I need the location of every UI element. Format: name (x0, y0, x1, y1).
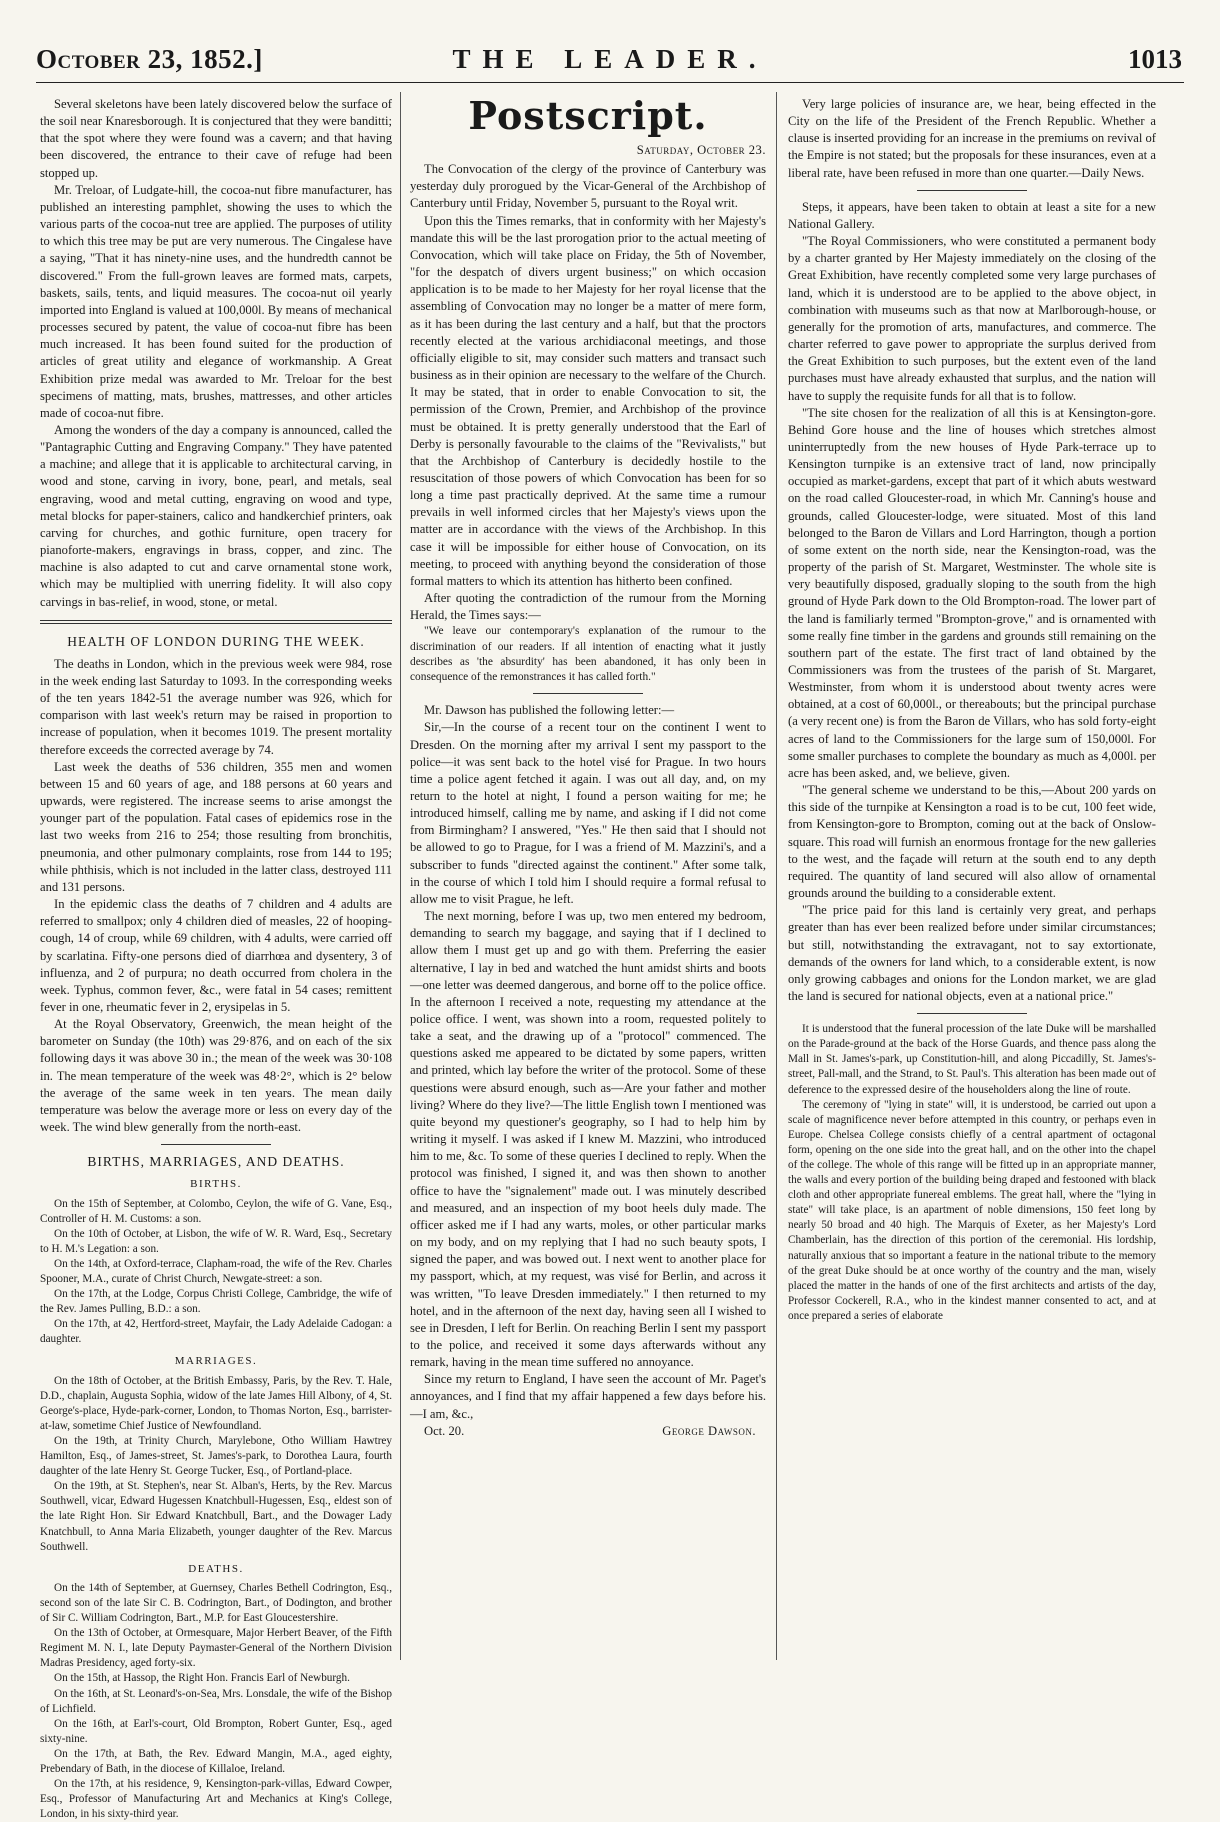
notice-item: On the 10th of October, at Lisbon, the wife of W. R. Ward, Esq., Secretary to H. M.'s Legation: a son. (40, 1227, 392, 1255)
article-paragraph: Last week the deaths of 536 children, 355 men and women between 15 and 60 years of age, and 188 persons at 60 years and upwards, were registered. The increase seems to arise amongst the younger part of the population. Fatal cases of epidemics rose in the last two weeks from 216 to 254; those resulting from bronchitis, pneumonia, and other pulmonary complaints, rose from 144 to 195; while phthisis, which is not included in the latter class, destroyed 111 and 131 persons. (40, 759, 392, 894)
intro-articles (40, 96, 392, 611)
notice-item: On the 16th, at Earl's-court, Old Brompton, Robert Gunter, Esq., aged sixty-nine. (40, 1717, 392, 1745)
letter-signature (410, 1423, 766, 1440)
national-gallery-article (788, 199, 1156, 1005)
notice-item: On the 19th, at St. Stephen's, near St. Alban's, Herts, by the Rev. Marcus Southwell, vicar, Edward Hugessen Knatchbull-Hugessen, Esq., eldest son of the late Right Hon. Sir Edward Knatchbull, Bart., and the Dowager Lady Knatchbull, to Anna Maria Elizabeth, younger daughter of the Rev. Marcus Southwell. (40, 1480, 392, 1553)
article-paragraph: It is understood that the funeral procession of the late Duke will be marshalled on the Parade-ground at the back of the Horse Guards, and thence pass along the Mall in St. James's-park, up Constitution-hill, and along Piccadilly, St. James's-street, Pall-mall, and the Strand, to St. Paul's. This alteration has been made out of deference to the expressed desire of the householders along the line of route. (788, 1023, 1156, 1096)
deaths-list (40, 1581, 392, 1822)
article-paragraph: After quoting the contradiction of the rumour from the Morning Herald, the Times says:— (410, 591, 766, 623)
section-divider (917, 1013, 1027, 1014)
marriages-heading: MARRIAGES. (174, 1355, 258, 1368)
block-quote: "We leave our contemporary's explanation of the rumour to the discrimination of our readers. If all intention of enacting what it justly describes as 'the absurdity' has been abandoned, it has only been in consequence of the remonstrances it has called forth." (410, 625, 766, 683)
article-paragraph: At the Royal Observatory, Greenwich, the mean height of the barometer on Sunday (the 10th) was 29·876, and on each of the six following days it was above 30 in.; the mean of the week was 30·108 in. The mean temperature of the week was 48·2°, which is 2° below the average of the same week in ten years. The mean daily temperature was below the average more or less on every day of the week. The wind blew generally from the north-east. (40, 1017, 392, 1135)
article-paragraph: The deaths in London, which in the previous week were 984, rose in the week ending last Saturday to 1093. In the corresponding weeks of the ten years 1842-51 the average number was 926, which for comparison with last week's return may be raised in proportion to increase of population, when it becomes 1019. The present mortality therefore exceeds the corrected average by 74. (40, 656, 392, 757)
header-page-number: 1013 (1128, 44, 1182, 74)
article-paragraph: "The general scheme we understand to be this,—About 200 yards on this side of the turnpike at Kensington a road is to be cut, 100 feet wide, from Kensington-gore to Brompton, coming out at the back of Onslow-square. This road will furnish an enormous frontage for the new galleries to the west, and the façade will return at the south end to any depth required. The quantity of land secured will also allow of ornamental grounds around the building to a considerable extent. (788, 783, 1156, 901)
convocation-article (410, 161, 766, 685)
header-date: October 23, 1852.] (36, 44, 263, 74)
bmd-heading: BIRTHS, MARRIAGES, AND DEATHS. (87, 1154, 345, 1170)
dawson-letter (410, 702, 766, 1440)
article-paragraph: Among the wonders of the day a company is announced, called the "Pantagraphic Cutting and Engraving Company." They have patented a machine; and allege that it is applicable to architectural carving, in wood and stone, carving in ivory, bone, pearl, and metals, seal engraving, wood and metal cutting, engraving on wood and type, metal blocks for paper-stainers, calico and handkerchief printers, oak carving for churches, and gothic furniture, open tracery for pianoforte-makers, engravings in brass, copper, and zinc. The machine is also adapted to cut and carve ornamental stone work, which may be multiplied with unerring fidelity. It will also copy carvings in bas-relief, in wood, stone, or metal. (40, 422, 392, 609)
section-divider (161, 1144, 271, 1145)
article-paragraph: "The Royal Commissioners, who were constituted a permanent body by a charter granted by Her Majesty immediately on the closing of the Great Exhibition, have recently completed some very large purchases of land, which it is understood are to be applied to the above object, in combination with museums such as that now at Marlborough-house, or generally for the promotion of arts, manufactures, and commerce. The charter referred to gave power to appropriate the surplus derived from the Great Exhibition to such purposes, but the extent even of the land purchases must have already exhausted that surplus, and the nation will have to supply the requisite funds for all that is to follow. (788, 234, 1156, 403)
notice-item: On the 18th of October, at the British Embassy, Paris, by the Rev. T. Hale, D.D., chaplain, Augusta Sophia, widow of the late James Hill Albony, of 4, St. George's-place, Hyde-park-corner, London, to Thomas Norton, Esq., barrister-at-law, sometime Chief Justice of Newfoundland. (40, 1374, 392, 1432)
health-article (40, 656, 392, 1136)
article-paragraph: The next morning, before I was up, two men entered my bedroom, demanding to search my baggage, and saying that if I declined to allow them I must get up and go with them. Preferring the easier alternative, I lay in bed and watched the hunt amidst shirts and boots—one letter was deemed dangerous, and borne off to the police office. In the afternoon I received a note, requesting my attendance at the police office. I went, was shown into a room, requested politely to take a seat, and the drawing up of a "protocol" commenced. The questions asked me appeared to be dictated by some papers, written and printed, which lay before the writer of the protocol. Some of these questions were absurd enough, such as—Are your father and mother living? Where do they live?—The little English town I mentioned was quite beyond my questioner's geography, so I had to help him by writing it myself. I was asked if I knew M. Mazzini, who introduced him to me, &c. To some of these queries I declined to reply. When the protocol was finished, I signed it, and was then shown to another office to have the "signalement" made out. I was minutely described and measured, and an inspection of my boot heels duly made. The officer asked me if I had any warts, moles, or other particular marks on my body, and on my replying that I had no such beauty spots, I signed the paper, and was bowed out. I next went to another place for my passport, which, at my request, was visé for Berlin, and across it was written, "To leave Dresden immediately." I then returned to my hotel, and in the afternoon of the next day, having seen all I wished to see in Dresden, I left for Berlin. On reaching Berlin I sent my passport to the police, and received it some days afterwards without any remark, having in the mean time suffered no annoyance. (410, 909, 766, 1370)
section-divider (917, 190, 1027, 191)
header-rule (36, 82, 1184, 83)
article-paragraph: Since my return to England, I have seen the account of Mr. Paget's annoyances, and I find that my affair happened a few days before his.—I am, &c., (410, 1372, 766, 1421)
article-paragraph: The ceremony of "lying in state" will, it is understood, be carried out upon a scale of magnificence never before attempted in this country, or perhaps even in Europe. Chelsea College consists chiefly of a central apartment of octagonal form, opening on the one side into the great hall, and on the other into the chapel of the college. The whole of this range will be fitted up in an appropriate manner, the walls and every portion of the building being draped and festooned with black cloth and other appropriate funereal emblems. The great hall, where the "lying in state" will take place, is an apartment of noble dimensions, 150 feet long by nearly 50 broad and 40 high. The Marquis of Exeter, as her Majesty's Lord Chamberlain, has the direction of this portion of the ceremonial. His lordship, naturally anxious that so important a feature in the national tribute to the memory of the great Duke should be at once worthy of the country and the man, wisely placed the matter in the hands of one of the first architects and artists of the day, Professor Cockerell, R.A., who in the kindest manner consented to act, and at once prepared a series of elaborate (788, 1098, 1156, 1322)
article-paragraph: Very large policies of insurance are, we hear, being effected in the City on the life of the President of the French Republic. Whether a clause is inserted providing for an increase in the premiums on revival of the Empire is not stated; but the proposals for these insurances, even at a liberal rate, have been refused in more than one quarter.—Daily News. (788, 97, 1156, 180)
header-title: THE LEADER. (452, 44, 768, 74)
article-paragraph: Upon this the Times remarks, that in conformity with her Majesty's mandate this will be the last prorogation prior to the actual meeting of Convocation, which will take place on Friday, the 5th of November, "for the despatch of divers urgent business;" on which occasion application is to be made to her Majesty for her royal license that the assembling of Convocation may no longer be a matter of mere form, as it has been during the last century and a half, but that the proctors recently elected at the various archidiaconal meetings, and those officially eligible to sit, may consider such matters and transact such business as in their opinion are necessary to the welfare of the Church. It may be stated, that in order to enable Convocation to sit, the permission of the Crown, Premier, and Archbishop of the province must be obtained. It is pretty generally understood that the Earl of Derby is personally favourable to the claims of the "Revivalists," but that the Archbishop of Canterbury is decidedly hostile to the resuscitation of those powers of which Convocation has been for so long a time past practically deprived. At the same time a rumour prevails in well informed circles that her Majesty's views upon the matter are in accordance with the views of the Archbishop. In this case it will be impossible for either house of Convocation, on its meeting, to proceed with anything beyond the consideration of those formal matters to which its attention has hitherto been confined. (410, 213, 766, 588)
postscript-dateline: Saturday, October 23. (636, 143, 766, 157)
article-paragraph: Several skeletons have been lately discovered below the surface of the soil near Knaresborough. It is conjectured that they were banditti; that the spot where they were found was a cavern; and that having been discovered, the entrance to their cave of refuge had been stopped up. (40, 97, 392, 180)
health-heading: HEALTH OF LONDON DURING THE WEEK. (67, 633, 365, 649)
notice-item: On the 17th, at his residence, 9, Kensington-park-villas, Edward Cowper, Esq., Professor of Manufacturing Art and Mechanics at King's College, London, in his sixty-third year. (40, 1778, 392, 1821)
postscript-heading: Postscript. (468, 93, 708, 138)
notice-item: On the 17th, at Bath, the Rev. Edward Mangin, M.A., aged eighty, Prebendary of Bath, in the diocese of Killaloe, Ireland. (40, 1747, 392, 1776)
notice-item: On the 17th, at 42, Hertford-street, Mayfair, the Lady Adelaide Cadogan: a daughter. (40, 1318, 392, 1346)
column-2 (410, 93, 766, 1658)
marriages-list (40, 1374, 392, 1555)
section-divider (40, 620, 392, 624)
signature-date: Oct. 20. (424, 1423, 465, 1438)
article-paragraph: Mr. Treloar, of Ludgate-hill, the cocoa-nut fibre manufacturer, has published an interesting pamphlet, showing the uses to which the various parts of the cocoa-nut tree are applied. The purposes of utility to which this tree may be put are very numerous. The Cingalese have a saying, "That it has ninety-nine uses, and the hundredth cannot be discovered." From the full-grown leaves are formed mats, carpets, baskets, sails, tents, and liquid measures. The cocoa-nut oil yearly imported into England is valued at 100,000l. By means of mechanical processes secured by patent, the value of cocoa-nut fibre has been much increased. It has been found suited for the production of articles of great utility and elegance of workmanship. A Great Exhibition prize medal was awarded to Mr. Treloar for the best specimens of matting, mats, brushes, mattresses, and other articles made of cocoa-nut fibre. (40, 182, 392, 420)
notice-item: On the 15th, at Hassop, the Right Hon. Francis Earl of Newburgh. (54, 1672, 350, 1685)
notice-item: On the 14th of September, at Guernsey, Charles Bethell Codrington, Esq., second son of the late Sir C. B. Codrington, Bart., of Dodington, and brother of Sir C. William Codrington, Bart., M.P. for East Gloucestershire. (40, 1581, 392, 1625)
article-paragraph: The Convocation of the clergy of the province of Canterbury was yesterday duly prorogued by the Vicar-General of the Archbishop of Canterbury until Friday, November 5, pursuant to the Royal writ. (410, 162, 766, 211)
notice-item: On the 14th, at Oxford-terrace, Clapham-road, the wife of the Rev. Charles Spooner, M.A., curate of Christ Church, Newgate-street: a son. (40, 1257, 392, 1285)
births-heading: BIRTHS. (190, 1178, 242, 1191)
article-paragraph: "The site chosen for the realization of all this is at Kensington-gore. Behind Gore house and the line of houses which stretches almost uninterruptedly from the new houses of Hyde Park-terrace up to Kensington turnpike is an extensive tract of land, now principally occupied as market-gardens, except that part of it which abuts westward on the road called Gloucester-road, in which Mr. Canning's house and grounds, called Gloucester-lodge, were situated. Most of this land belonged to the Baron de Villars and Lord Harrington, though a portion of some extent on the north side, near the Kensington-road, was the property of the parish of St. Margaret, Westminster. The whole site is very beautifully disposed, gradually sloping to the south from the high ground of Hyde Park down to the Old Brompton-road. The lower part of the land is familiarly termed "Brompton-grove," and is ornamented with some really fine timber in the gardens and grounds still remaining on the southern part of the estate. The first tract of land obtained by the Commissioners was from the trustees of the parish of St. Margaret, Westminster, from whom it is understood about twenty acres were obtained, at a cost of 60,000l., or thereabouts; but the principal purchase (a very recent one) is from the Baron de Villars, who has sold forty-eight acres of land to the Commissioners for the large sum of 150,000l. For some smaller purchases to complete the boundary as much as 4,000l. per acre has been asked, and, we believe, given. (788, 405, 1156, 780)
deaths-heading: DEATHS. (188, 1562, 244, 1575)
notice-item: On the 15th of September, at Colombo, Ceylon, the wife of G. Vane, Esq., Controller of H. M. Customs: a son. (40, 1197, 392, 1225)
notice-item: On the 17th, at the Lodge, Corpus Christi College, Cambridge, the wife of the Rev. James Pulling, B.D.: a son. (40, 1288, 392, 1316)
signature-name: George Dawson. (662, 1423, 756, 1438)
article-paragraph: "The price paid for this land is certainly very great, and perhaps greater than has ever been realized before under similar circumstances; but still, notwithstanding the extravagant, not to say extortionate, demands of the owners for land which, to a considerable extent, is now only growing cabbages and onions for the London market, we are glad the land is secured for national objects, even at a national price." (788, 903, 1156, 1003)
article-paragraph: Mr. Dawson has published the following letter:— (424, 703, 675, 718)
notice-item: On the 19th, at Trinity Church, Marylebone, Otho William Hawtrey Hamilton, Esq., of James-street, St. James's-park, to Dorothea Laura, fourth daughter of the late Henry St. George Tucker, Esq., of Portland-place. (40, 1435, 392, 1478)
section-divider (533, 693, 643, 694)
notice-item: On the 16th, at St. Leonard's-on-Sea, Mrs. Lonsdale, the wife of the Bishop of Lichfield. (40, 1687, 392, 1715)
insurance-article (788, 96, 1156, 182)
article-paragraph: Steps, it appears, have been taken to obtain at least a site for a new National Gallery. (788, 199, 1156, 231)
page-header (36, 44, 1184, 90)
births-list (40, 1197, 392, 1348)
column-1 (40, 96, 392, 1821)
article-paragraph: In the epidemic class the deaths of 7 children and 4 adults are referred to smallpox; only 4 children died of measles, 22 of hooping-cough, 14 of croup, while 69 children, with 4 adults, were carried off by scarlatina. Fifty-one persons died of diarrhœa and dysentery, 3 of influenza, and 2 of purpura; no death occurred from cholera in the week. Typhus, common fever, &c., were fatal in 54 cases; remittent fever in one, rheumatic fever in 2, erysipelas in 5. (40, 897, 392, 1014)
column-3 (788, 96, 1156, 1658)
column-rule (400, 92, 401, 1660)
article-paragraph: Sir,—In the course of a recent tour on the continent I went to Dresden. On the morning after my arrival I sent my passport to the police—it was sent back to the hotel visé for Prague. In two hours time a police agent fetched it again. I was out all day, and, on my return to the hotel at night, I found a person waiting for me; he introduced himself, calling me by name, and asking if I did not come from Birmingham? I answered, "Yes." He then said that I should not be allowed to go to Prague, for I was a friend of M. Mazzini's, and a subscriber to funds "directed against the continent." After some talk, in the course of which I told him I should require a formal refusal to allow me to visit Prague, he left. (410, 720, 766, 906)
notice-item: On the 13th of October, at Ormesquare, Major Herbert Beaver, of the Fifth Regiment M. N. I., late Deputy Paymaster-General of the Northern Division Madras Presidency, aged forty-six. (40, 1627, 392, 1670)
funeral-article (788, 1022, 1156, 1324)
column-rule (776, 92, 777, 1660)
